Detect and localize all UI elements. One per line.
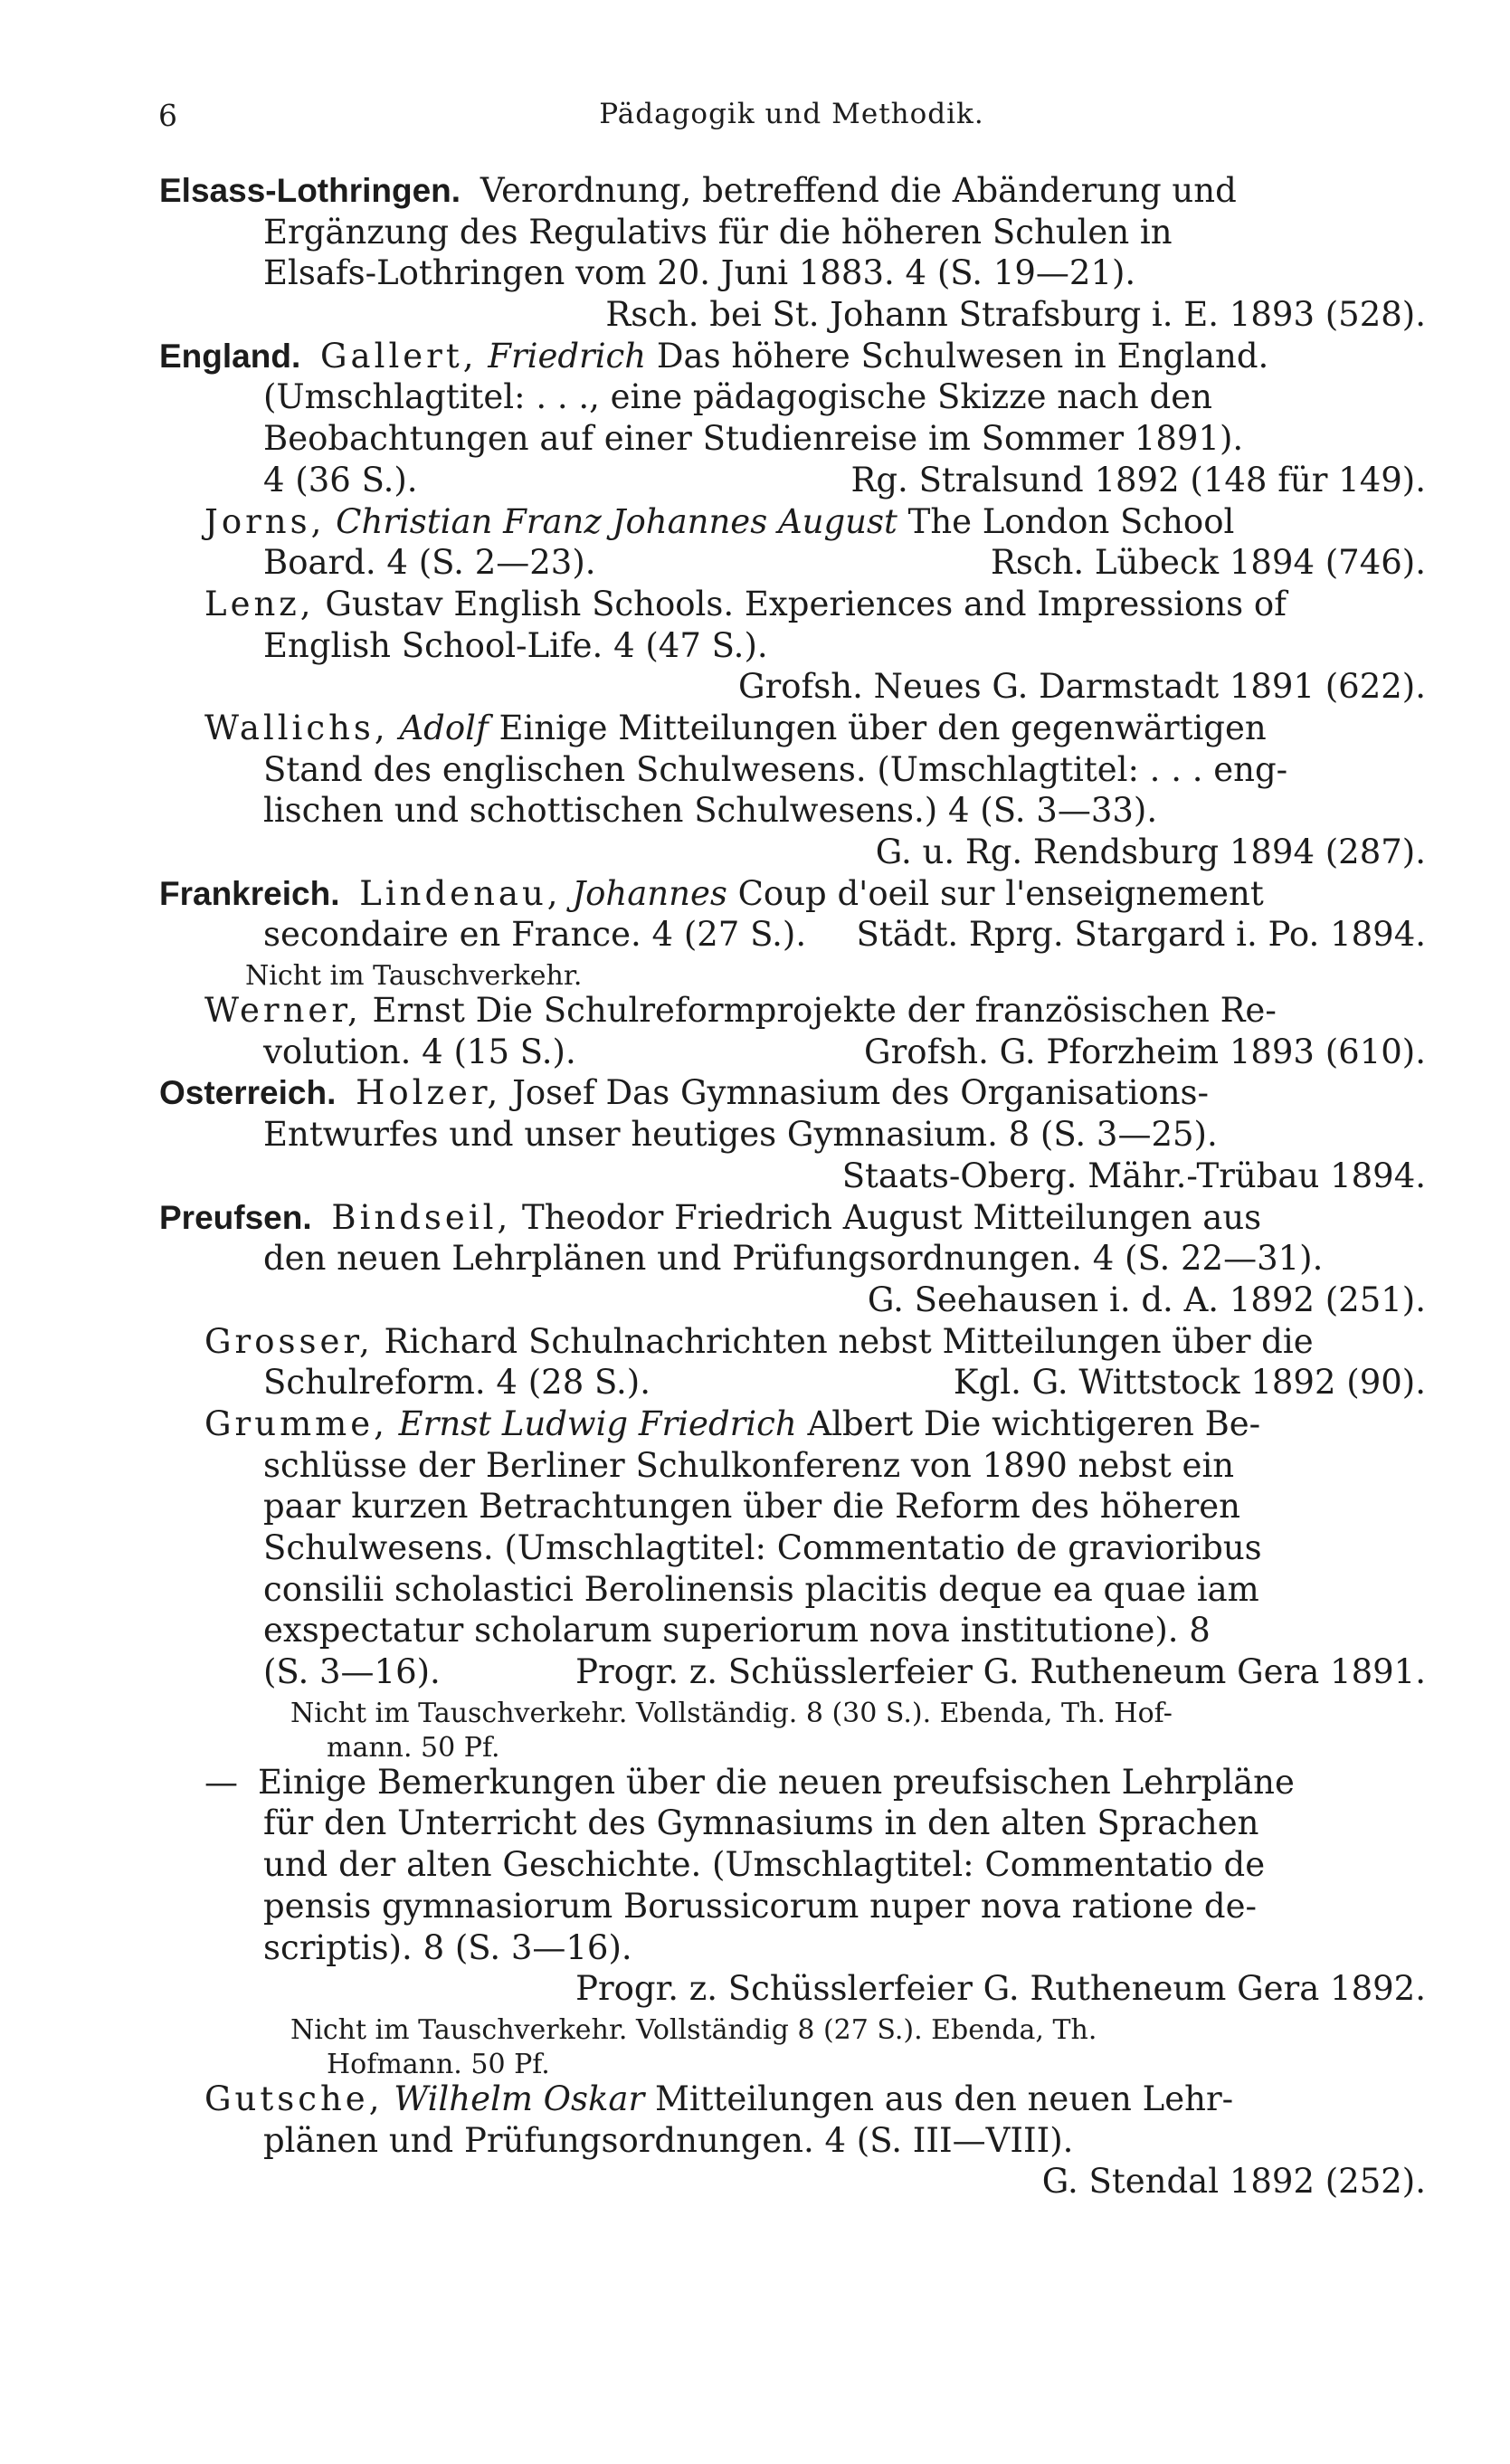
- entry-source: Progr. z. Schüsslerfeier G. Rutheneum Gera 1891.: [575, 1652, 1426, 1692]
- country-heading: Elsass-Lothringen.: [159, 172, 461, 209]
- author-given: Theodor Friedrich August: [522, 1197, 963, 1237]
- entry-note: mann. 50 Pf.: [327, 1731, 500, 1764]
- entry-bindseil: [159, 1197, 1426, 1321]
- entry-text: Einige Mitteilungen über den gegenwärtigen: [499, 708, 1267, 747]
- entry-source: Rsch. Lübeck 1894 (746).: [991, 543, 1426, 583]
- entry-text: scriptis). 8 (S. 3—16).: [263, 1927, 632, 1967]
- entry-note: Nicht im Tauschverkehr.: [245, 960, 583, 993]
- country-heading: Preufsen.: [159, 1198, 312, 1236]
- author-name: Lindenau,: [359, 873, 562, 913]
- entry-text: Das höhere Schulwesen in England.: [656, 336, 1269, 376]
- author-given: Gustav: [325, 584, 443, 623]
- entry-text: Schulwesens. (Umschlagtitel: Commentatio de gravioribus: [263, 1528, 1262, 1567]
- author-given: Wilhelm Oskar: [394, 2079, 645, 2118]
- entry-text: Stand des englischen Schulwesens. (Umschlagtitel: . . . eng-: [263, 749, 1288, 789]
- entry-text: Elsafs-Lothringen vom 20. Juni 1883. 4 (S. 19—21).: [263, 253, 1136, 293]
- entry-gutsche: [159, 2079, 1426, 2202]
- entry-source: Rsch. bei St. Johann Strafsburg i. E. 1893 (528).: [605, 295, 1426, 335]
- entry-text: Einige Bemerkungen über die neuen preufsischen Lehrpläne: [258, 1762, 1295, 1802]
- country-heading: Osterreich.: [159, 1074, 337, 1112]
- entry-source: Grofsh. G. Pforzheim 1893 (610).: [864, 1032, 1426, 1071]
- page-number: 6: [158, 98, 177, 133]
- entry-text: English Schools. Experiences and Impressions of: [453, 584, 1287, 623]
- author-name: Grumme,: [204, 1403, 388, 1443]
- entry-text: Beobachtungen auf einer Studienreise im Sommer 1891).: [263, 419, 1244, 459]
- entry-text: Die Schulreformprojekte der französischen Re-: [475, 991, 1277, 1031]
- author-name: Lenz,: [204, 584, 315, 623]
- author-given: Adolf: [399, 708, 489, 747]
- author-given: Johannes: [572, 873, 727, 913]
- entry-text: secondaire en France. 4 (27 S.).: [263, 915, 807, 955]
- entry-note: Nicht im Tauschverkehr. Vollständig 8 (27 S.). Ebenda, Th.: [290, 2013, 1097, 2046]
- entry-text: und der alten Geschichte. (Umschlagtitel: Commentatio de: [263, 1845, 1266, 1885]
- author-given: Ernst: [372, 991, 465, 1031]
- entry-grumme: [159, 1403, 1426, 1762]
- entry-text: Ergänzung des Regulativs für die höheren Schulen in: [263, 212, 1173, 252]
- country-heading: Frankreich.: [159, 874, 340, 912]
- entry-note: Hofmann. 50 Pf.: [327, 2048, 550, 2080]
- entry-text: für den Unterricht des Gymnasiums in den alten Sprachen: [263, 1803, 1259, 1843]
- entry-text: 4 (36 S.).: [263, 460, 418, 499]
- author-name: Wallichs,: [204, 708, 389, 747]
- entry-text: Das Gymnasium des Organisations-: [605, 1073, 1210, 1113]
- entry-source: Rg. Stralsund 1892 (148 für 149).: [850, 460, 1426, 499]
- entry-gallert: [159, 336, 1426, 501]
- entry-note: Nicht im Tauschverkehr. Vollständig. 8 (30 S.). Ebenda, Th. Hof-: [290, 1697, 1173, 1729]
- entry-grumme-2: [159, 1762, 1426, 2079]
- entry-text: Schulnachrichten nebst Mitteilungen über die: [528, 1321, 1314, 1361]
- entry-source: Progr. z. Schüsslerfeier G. Rutheneum Gera 1892.: [575, 1969, 1426, 2009]
- author-name: Bindseil,: [331, 1197, 512, 1237]
- ditto-dash: —: [204, 1762, 238, 1802]
- author-given: Christian Franz Johannes August: [336, 501, 897, 541]
- entry-lindenau: [159, 873, 1426, 993]
- entry-source: G. Stendal 1892 (252).: [1041, 2162, 1426, 2202]
- entry-text: Albert Die wichtigeren Be-: [807, 1403, 1261, 1443]
- entry-source: Staats-Oberg. Mähr.-Trübau 1894.: [841, 1156, 1426, 1195]
- entry-source: G. Seehausen i. d. A. 1892 (251).: [867, 1280, 1426, 1319]
- entry-text: volution. 4 (15 S.).: [263, 1032, 576, 1071]
- entry-text: schlüsse der Berliner Schulkonferenz von 1890 nebst ein: [263, 1445, 1235, 1485]
- entry-text: Mitteilungen aus: [973, 1197, 1262, 1237]
- entry-text: pensis gymnasiorum Borussicorum nuper nova ratione de-: [263, 1886, 1257, 1926]
- entry-text: Verordnung, betreffend die Abänderung und: [480, 171, 1237, 210]
- entry-elsass: [159, 170, 1426, 336]
- running-head: [158, 98, 1425, 143]
- author-given: Ernst Ludwig Friedrich: [398, 1403, 797, 1443]
- entry-text: Entwurfes und unser heutiges Gymnasium. 8 (S. 3—25).: [263, 1115, 1218, 1155]
- author-given: Friedrich: [488, 336, 647, 376]
- entry-jorns: [159, 501, 1426, 584]
- author-name: Holzer,: [356, 1073, 502, 1113]
- bibliography-list: [159, 170, 1426, 2202]
- entry-source: G. u. Rg. Rendsburg 1894 (287).: [875, 832, 1426, 871]
- entry-text: lischen und schottischen Schulwesens.) 4 (S. 3—33).: [263, 791, 1158, 831]
- entry-text: Mitteilungen aus den neuen Lehr-: [654, 2079, 1234, 2118]
- entry-text: Schulreform. 4 (28 S.).: [263, 1363, 651, 1403]
- entry-source: Grofsh. Neues G. Darmstadt 1891 (622).: [738, 667, 1426, 707]
- entry-text: Board. 4 (S. 2—23).: [263, 543, 596, 583]
- entry-text: plänen und Prüfungsordnungen. 4 (S. III—VIII).: [263, 2120, 1074, 2160]
- entry-text: exspectatur scholarum superiorum nova institutione). 8: [263, 1611, 1211, 1651]
- entry-lenz: [159, 584, 1426, 708]
- entry-wallichs: [159, 708, 1426, 873]
- entry-text: (Umschlagtitel: . . ., eine pädagogische Skizze nach den: [263, 377, 1212, 417]
- entry-text: The London School: [907, 501, 1235, 541]
- entry-text: paar kurzen Betrachtungen über die Reform des höheren: [263, 1487, 1240, 1527]
- entry-holzer: [159, 1072, 1426, 1196]
- author-name: Gutsche,: [204, 2079, 384, 2118]
- entry-source: Städt. Rprg. Stargard i. Po. 1894.: [856, 915, 1426, 955]
- entry-werner: [159, 990, 1426, 1072]
- entry-text: (S. 3—16).: [263, 1652, 441, 1692]
- country-heading: England.: [159, 337, 301, 375]
- author-name: Jorns,: [204, 501, 326, 541]
- author-given: Josef: [512, 1073, 595, 1113]
- entry-text: den neuen Lehrplänen und Prüfungsordnungen. 4 (S. 22—31).: [263, 1239, 1324, 1279]
- author-name: Gallert,: [320, 336, 478, 376]
- entry-text: English School-Life. 4 (47 S.).: [263, 625, 768, 665]
- entry-grosser: [159, 1321, 1426, 1403]
- author-given: Richard: [384, 1321, 518, 1361]
- author-name: Grosser,: [204, 1321, 374, 1361]
- entry-text: Coup d'oeil sur l'enseignement: [737, 873, 1264, 913]
- entry-text: consilii scholastici Berolinensis placitis deque ea quae iam: [263, 1569, 1259, 1609]
- entry-source: Kgl. G. Wittstock 1892 (90).: [953, 1363, 1426, 1403]
- running-title: Pädagogik und Methodik.: [599, 98, 984, 130]
- author-name: Werner,: [204, 991, 362, 1031]
